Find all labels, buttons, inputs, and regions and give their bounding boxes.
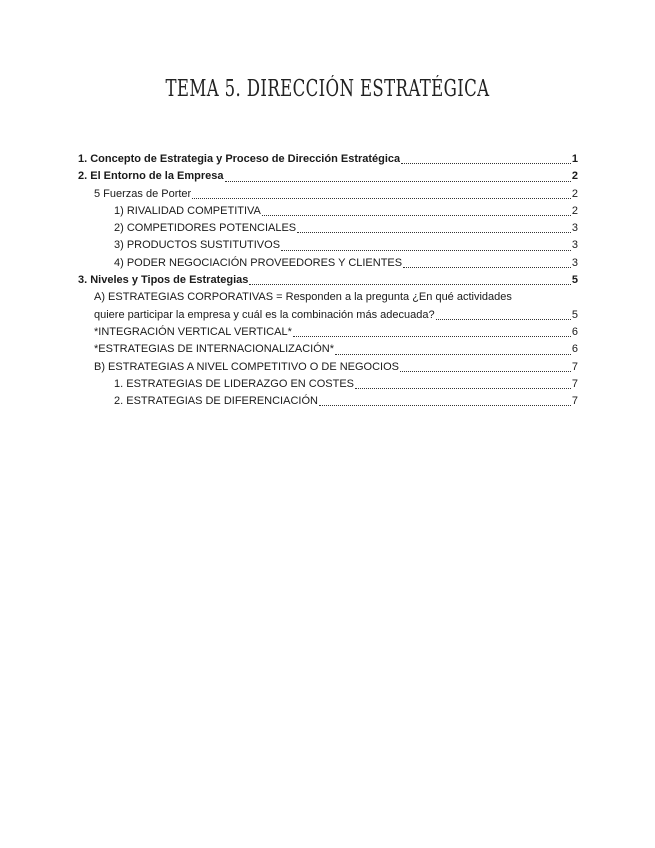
- dot-leader: [262, 215, 571, 216]
- dot-leader: [293, 336, 571, 337]
- dot-leader: [401, 163, 571, 164]
- dot-leader: [319, 405, 571, 406]
- toc-entry-page: 7: [571, 377, 578, 390]
- toc-entry-integracion-vertical[interactable]: [78, 324, 578, 341]
- toc-entry-page: 3: [571, 256, 578, 269]
- toc-entry-label: 2) COMPETIDORES POTENCIALES: [114, 222, 297, 235]
- toc-entry-page: 2: [571, 204, 578, 217]
- toc-entry-label-line1: A) ESTRATEGIAS CORPORATIVAS = Responden a la pregunta ¿En qué actividades: [94, 291, 512, 304]
- dot-leader: [335, 354, 571, 355]
- dot-leader: [297, 232, 571, 233]
- dot-leader: [225, 181, 571, 182]
- dot-leader: [249, 284, 570, 285]
- toc-entry-page: 2: [571, 170, 578, 183]
- toc-entry-label: *ESTRATEGIAS DE INTERNACIONALIZACIÓN*: [94, 343, 335, 356]
- toc-entry-page: 7: [571, 395, 578, 408]
- toc-entry-page: 6: [571, 343, 578, 356]
- toc-entry-label: *INTEGRACIÓN VERTICAL VERTICAL*: [94, 325, 292, 338]
- toc-entry-page: 2: [571, 187, 578, 200]
- toc-entry-estrategias-corporativas[interactable]: [78, 289, 578, 324]
- table-of-contents: [78, 151, 578, 410]
- toc-entry-page: 7: [571, 360, 578, 373]
- toc-entry-label: 5 Fuerzas de Porter: [94, 187, 192, 200]
- dot-leader: [400, 371, 571, 372]
- dot-leader: [281, 250, 571, 251]
- dot-leader: [355, 388, 571, 389]
- toc-entry-label-line2: quiere participar la empresa y cuál es la combinación más adecuada?: [94, 308, 435, 321]
- toc-entry-label: 1. ESTRATEGIAS DE LIDERAZGO EN COSTES: [114, 377, 355, 390]
- toc-entry-rivalidad-competitiva[interactable]: [78, 203, 578, 220]
- toc-entry-label: 4) PODER NEGOCIACIÓN PROVEEDORES Y CLIENTES: [114, 256, 403, 269]
- toc-entry-label: 2. ESTRATEGIAS DE DIFERENCIACIÓN: [114, 395, 318, 408]
- toc-entry-poder-negociacion[interactable]: [78, 255, 578, 272]
- toc-entry-page: 3: [571, 239, 578, 252]
- toc-entry-page: 1: [571, 153, 578, 165]
- toc-entry-page: 3: [571, 222, 578, 235]
- toc-entry-liderazgo-costes[interactable]: [78, 376, 578, 393]
- page-title: TEMA 5. DIRECCIÓN ESTRATÉGICA: [165, 76, 490, 102]
- dot-leader: [436, 319, 571, 320]
- toc-entry-label: 1. Concepto de Estrategia y Proceso de Dirección Estratégica: [78, 153, 401, 165]
- toc-entry-label: 3. Niveles y Tipos de Estrategias: [78, 274, 249, 287]
- toc-entry-label: 2. El Entorno de la Empresa: [78, 170, 224, 183]
- toc-entry-second-row: [94, 307, 578, 324]
- toc-entry-page: 5: [571, 274, 578, 287]
- toc-entry-productos-sustitutivos[interactable]: [78, 237, 578, 254]
- toc-entry-competidores-potenciales[interactable]: [78, 220, 578, 237]
- toc-entry-internacionalizacion[interactable]: [78, 341, 578, 358]
- toc-entry-nivel-competitivo[interactable]: [78, 359, 578, 376]
- dot-leader: [192, 198, 571, 199]
- toc-entry-niveles-tipos[interactable]: [78, 272, 578, 289]
- toc-entry-entorno-empresa[interactable]: [78, 168, 578, 185]
- toc-entry-concepto-estrategia[interactable]: [78, 151, 578, 168]
- toc-entry-page: 6: [571, 325, 578, 338]
- toc-entry-label: 1) RIVALIDAD COMPETITIVA: [114, 204, 261, 217]
- toc-entry-diferenciacion[interactable]: [78, 393, 578, 410]
- toc-entry-fuerzas-porter[interactable]: [78, 186, 578, 203]
- toc-entry-page: 5: [571, 308, 578, 321]
- toc-entry-label: B) ESTRATEGIAS A NIVEL COMPETITIVO O DE NEGOCIOS: [94, 360, 400, 373]
- dot-leader: [403, 267, 571, 268]
- toc-entry-label: 3) PRODUCTOS SUSTITUTIVOS: [114, 239, 281, 252]
